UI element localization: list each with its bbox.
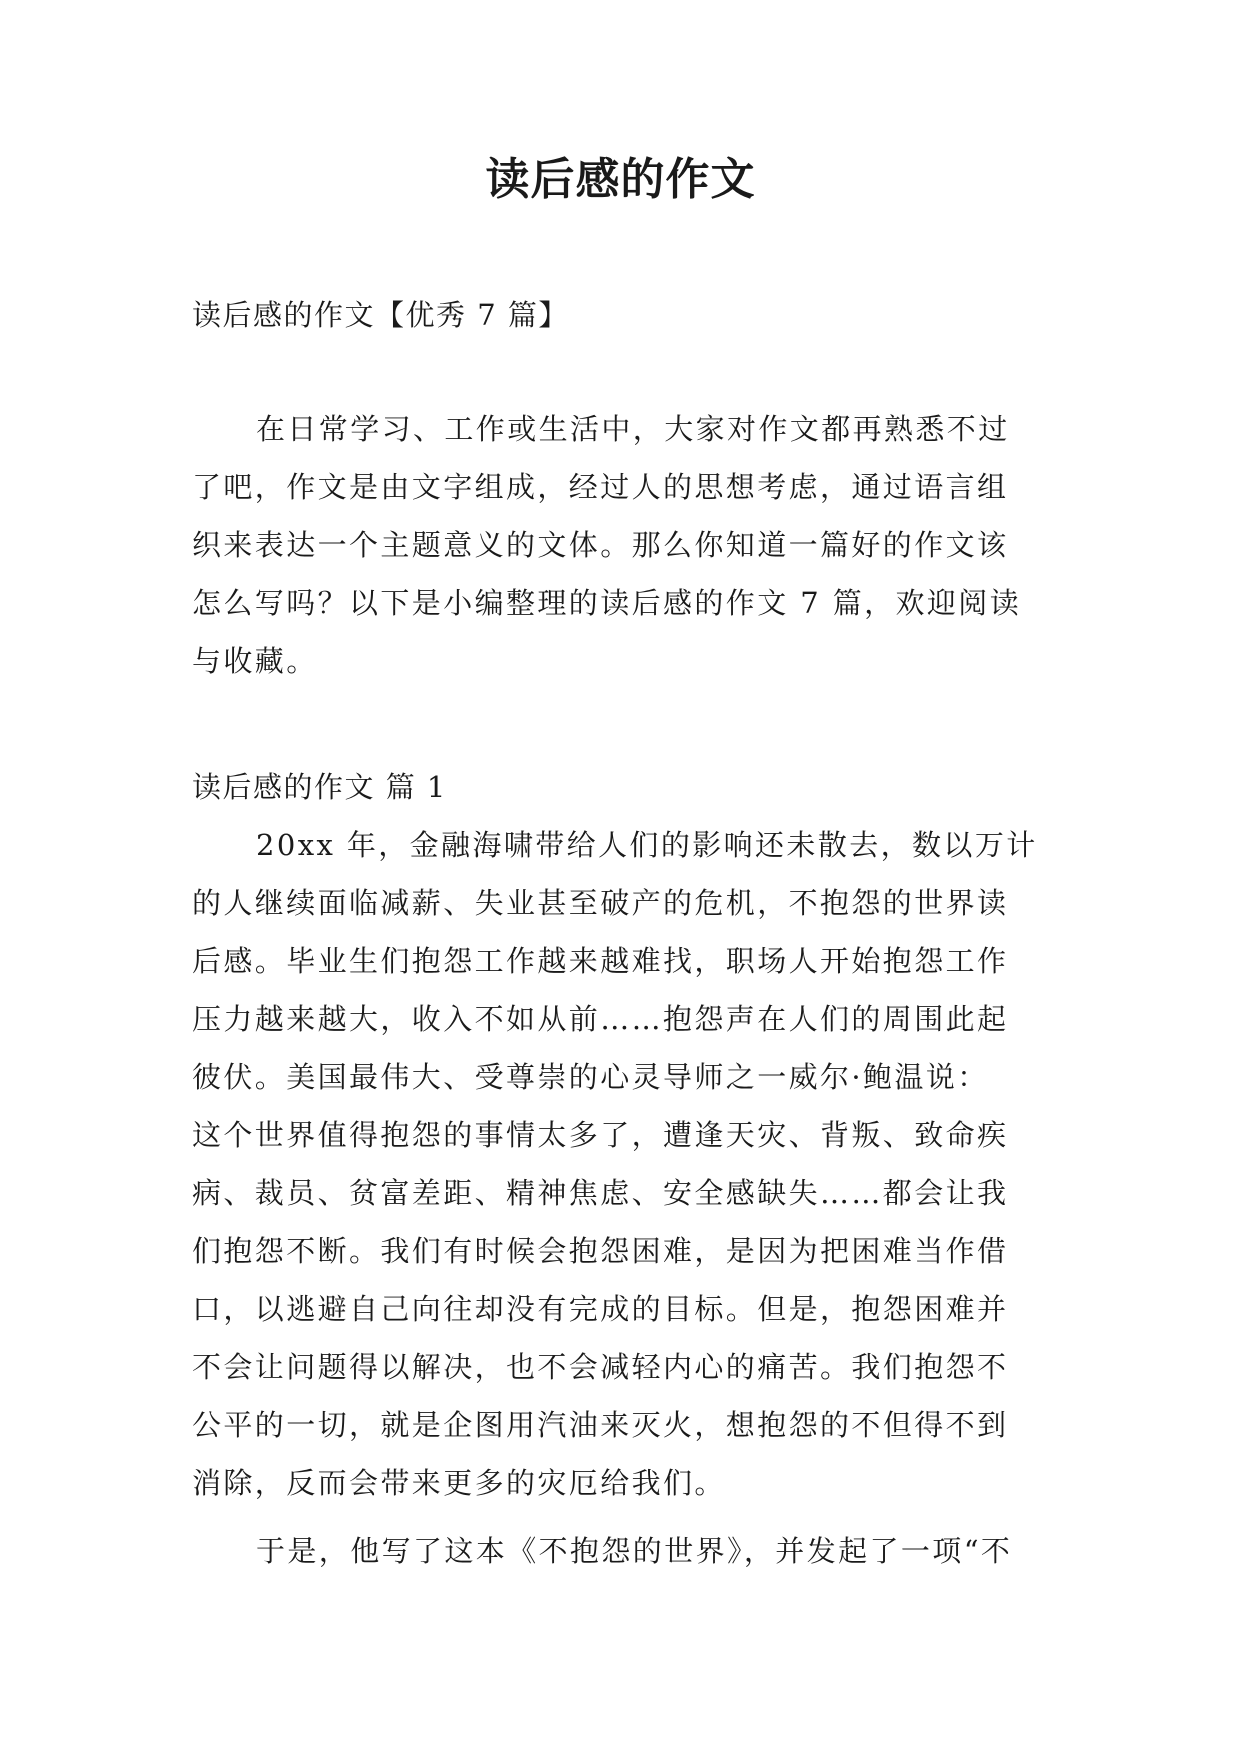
- intro-line: 了吧，作文是由文字组成，经过人的思想考虑，通过语言组: [192, 470, 1009, 504]
- paragraph-line: 于是，他写了这本《不抱怨的世界》，并发起了一项“不: [256, 1534, 1013, 1568]
- paragraph-line: 病、裁员、贫富差距、精神焦虑、安全感缺失……都会让我: [192, 1176, 1009, 1210]
- document-title: 读后感的作文: [485, 154, 756, 205]
- paragraph-line: 这个世界值得抱怨的事情太多了，遭逢天灾、背叛、致命疾: [192, 1118, 1009, 1152]
- intro-paragraph: [192, 400, 1058, 690]
- section-heading-block: [192, 758, 1058, 816]
- intro-line: 在日常学习、工作或生活中，大家对作文都再熟悉不过: [256, 412, 1010, 446]
- paragraph-line: 消除，反而会带来更多的灾厄给我们。: [192, 1466, 726, 1500]
- paragraph-line: 公平的一切，就是企图用汽油来灭火，想抱怨的不但得不到: [192, 1408, 1009, 1442]
- paragraph-line: 彼伏。美国最伟大、受尊崇的心灵导师之一威尔·鲍温说：: [192, 1060, 989, 1094]
- paragraph-line: 的人继续面临减薪、失业甚至破产的危机，不抱怨的世界读: [192, 886, 1009, 920]
- intro-line: 与收藏。: [192, 644, 318, 678]
- paragraph-line: 口，以逃避自己向往却没有完成的目标。但是，抱怨困难并: [192, 1292, 1009, 1326]
- section-heading: 读后感的作文 篇 1: [192, 770, 447, 804]
- document-subtitle: 读后感的作文【优秀 7 篇】: [192, 298, 569, 332]
- paragraph-1: [192, 816, 1058, 1512]
- document-subtitle-block: [192, 286, 1058, 344]
- paragraph-2: [192, 1522, 1058, 1580]
- paragraph-line: 20xx 年，金融海啸带给人们的影响还未散去，数以万计: [256, 828, 1038, 862]
- paragraph-line: 不会让问题得以解决，也不会减轻内心的痛苦。我们抱怨不: [192, 1350, 1009, 1384]
- paragraph-line: 们抱怨不断。我们有时候会抱怨困难，是因为把困难当作借: [192, 1234, 1009, 1268]
- paragraph-line: 后感。毕业生们抱怨工作越来越难找，职场人开始抱怨工作: [192, 944, 1009, 978]
- intro-line: 织来表达一个主题意义的文体。那么你知道一篇好的作文该: [192, 528, 1009, 562]
- paragraph-line: 压力越来越大，收入不如从前……抱怨声在人们的周围此起: [192, 1002, 1009, 1036]
- intro-line: 怎么写吗？以下是小编整理的读后感的作文 7 篇，欢迎阅读: [192, 586, 1022, 620]
